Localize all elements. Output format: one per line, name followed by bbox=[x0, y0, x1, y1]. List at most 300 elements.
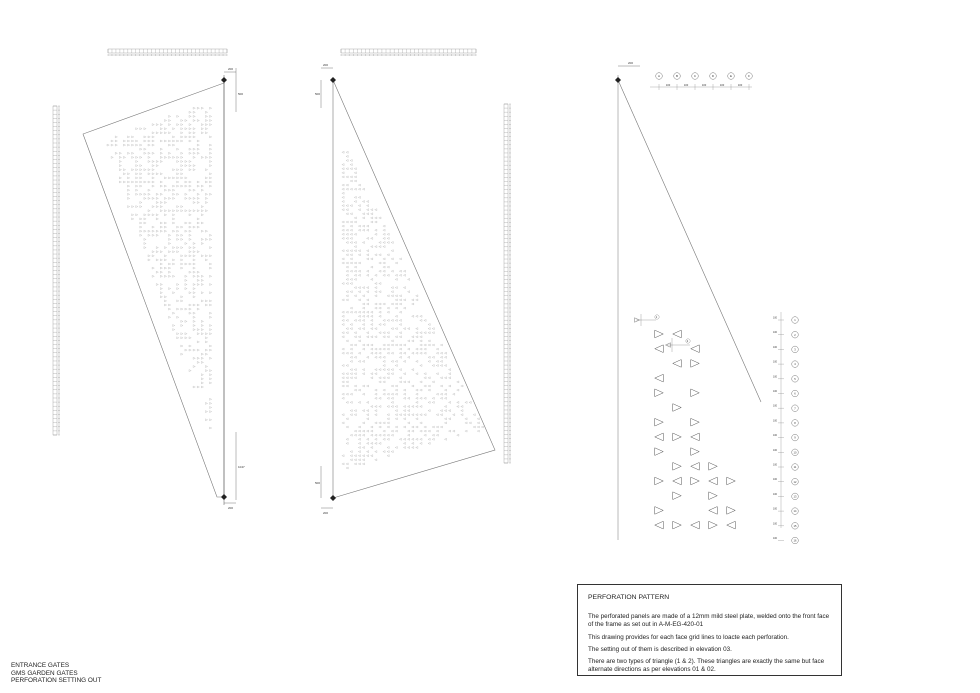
perforation-triangle bbox=[367, 315, 369, 317]
perforation-triangle bbox=[173, 214, 175, 216]
perforation-triangle bbox=[387, 242, 389, 244]
perforation-triangle bbox=[673, 360, 682, 368]
perforation-triangle bbox=[205, 132, 207, 134]
perforation-triangle bbox=[181, 128, 183, 130]
perforation-triangle bbox=[210, 316, 212, 318]
perforation-triangle bbox=[477, 430, 479, 432]
perforation-triangle bbox=[136, 169, 138, 171]
perforation-triangle bbox=[420, 365, 422, 367]
perforation-triangle bbox=[358, 209, 360, 211]
perforation-triangle bbox=[358, 196, 360, 198]
perforation-triangle bbox=[132, 144, 134, 146]
perforation-triangle bbox=[354, 332, 356, 334]
perforation-triangle bbox=[371, 344, 373, 346]
perforation-triangle bbox=[354, 319, 356, 321]
perforation-triangle bbox=[152, 185, 154, 187]
perforation-triangle bbox=[173, 275, 175, 277]
perforation-triangle bbox=[156, 173, 158, 175]
perforation-triangle bbox=[371, 237, 373, 239]
perforation-triangle bbox=[144, 128, 146, 130]
perforation-triangle bbox=[354, 233, 356, 235]
perforation-triangle bbox=[185, 255, 187, 257]
title-line-3: PERFORATION SETTING OUT bbox=[11, 677, 102, 685]
perforation-triangle bbox=[367, 209, 369, 211]
perforation-triangle bbox=[160, 148, 162, 150]
perforation-triangle bbox=[152, 230, 154, 232]
perforation-triangle bbox=[403, 389, 405, 391]
grid-row-label: 11 bbox=[793, 466, 797, 470]
perforations-02 bbox=[342, 151, 484, 469]
perforation-triangle bbox=[354, 242, 356, 244]
perforation-triangle bbox=[123, 144, 125, 146]
perforation-triangle bbox=[173, 177, 175, 179]
perforation-triangle bbox=[416, 295, 418, 297]
perforation-triangle bbox=[342, 233, 344, 235]
perforation-triangle bbox=[201, 124, 203, 126]
perforation-triangle bbox=[412, 340, 414, 342]
perforation-triangle bbox=[346, 319, 348, 321]
note-paragraph-3: The setting out of them is described in elevation 03. bbox=[588, 646, 732, 654]
perforation-triangle bbox=[375, 303, 377, 305]
perforation-triangle bbox=[210, 238, 212, 240]
perforation-triangle bbox=[189, 337, 191, 339]
perforation-triangle bbox=[193, 325, 195, 327]
perforation-triangle bbox=[342, 184, 344, 186]
perforation-triangle bbox=[128, 181, 130, 183]
perforation-triangle bbox=[164, 156, 166, 158]
perforation-triangle bbox=[408, 328, 410, 330]
perforation-triangle bbox=[416, 348, 418, 350]
perforation-triangle bbox=[358, 319, 360, 321]
perforation-triangle bbox=[177, 247, 179, 249]
perforation-triangle bbox=[148, 173, 150, 175]
perforation-triangle bbox=[354, 385, 356, 387]
perforation-triangle bbox=[436, 365, 438, 367]
svg-text:1047: 1047 bbox=[238, 465, 245, 469]
panel-outline-02 bbox=[333, 80, 495, 498]
perforation-triangle bbox=[173, 259, 175, 261]
perforation-triangle bbox=[383, 434, 385, 436]
perforation-triangle bbox=[371, 336, 373, 338]
perforation-triangle bbox=[342, 258, 344, 260]
perforation-triangle bbox=[387, 455, 389, 457]
perforation-triangle bbox=[408, 414, 410, 416]
perforation-triangle bbox=[408, 381, 410, 383]
perforation-triangle bbox=[403, 381, 405, 383]
perforation-triangle bbox=[358, 340, 360, 342]
perforation-triangle bbox=[354, 201, 356, 203]
perforation-triangle bbox=[169, 120, 171, 122]
perforation-triangle bbox=[358, 299, 360, 301]
perforation-triangle bbox=[173, 263, 175, 265]
perforation-triangle bbox=[350, 233, 352, 235]
svg-text:500: 500 bbox=[315, 481, 321, 485]
perforation-triangle bbox=[197, 210, 199, 212]
column-ruler-01 bbox=[108, 49, 227, 56]
perforation-triangle bbox=[371, 434, 373, 436]
perforation-triangle bbox=[169, 263, 171, 265]
perforation-triangle bbox=[136, 206, 138, 208]
perforation-triangle bbox=[197, 357, 199, 359]
perforation-triangle bbox=[156, 124, 158, 126]
perforation-triangle bbox=[371, 430, 373, 432]
perforation-triangle bbox=[399, 295, 401, 297]
perforation-triangle bbox=[201, 361, 203, 363]
perforation-triangle bbox=[358, 250, 360, 252]
perforation-triangle bbox=[201, 353, 203, 355]
perforation-triangle bbox=[205, 181, 207, 183]
perforation-triangle bbox=[177, 251, 179, 253]
perforation-triangle bbox=[465, 401, 467, 403]
perforation-triangle bbox=[444, 352, 446, 354]
perforation-triangle bbox=[416, 406, 418, 408]
perforation-triangle bbox=[354, 414, 356, 416]
perforation-triangle bbox=[193, 316, 195, 318]
perforation-triangle bbox=[132, 169, 134, 171]
perforation-triangle bbox=[432, 332, 434, 334]
perforation-triangle bbox=[655, 433, 664, 441]
perforation-triangle bbox=[177, 169, 179, 171]
perforation-triangle bbox=[189, 292, 191, 294]
perforation-triangle bbox=[185, 320, 187, 322]
perforation-triangle bbox=[440, 360, 442, 362]
perforation-triangle bbox=[375, 246, 377, 248]
perforation-triangle bbox=[197, 349, 199, 351]
perforation-triangle bbox=[189, 169, 191, 171]
perforation-triangle bbox=[428, 328, 430, 330]
perforation-triangle bbox=[160, 230, 162, 232]
perforation-triangle bbox=[403, 438, 405, 440]
perforation-triangle bbox=[444, 397, 446, 399]
perforation-triangle bbox=[473, 426, 475, 428]
perforation-triangle bbox=[383, 332, 385, 334]
perforation-triangle bbox=[346, 262, 348, 264]
perforation-triangle bbox=[160, 128, 162, 130]
perforation-triangle bbox=[346, 188, 348, 190]
perforation-triangle bbox=[395, 360, 397, 362]
perforation-triangle bbox=[379, 426, 381, 428]
grid-column-label: B bbox=[675, 74, 679, 79]
perforation-triangle bbox=[164, 185, 166, 187]
perforation-triangle bbox=[432, 401, 434, 403]
perforation-triangle bbox=[403, 442, 405, 444]
perforation-triangle bbox=[201, 382, 203, 384]
perforation-triangle bbox=[128, 144, 130, 146]
perforation-triangle bbox=[160, 288, 162, 290]
perforation-triangle bbox=[412, 442, 414, 444]
perforation-triangle bbox=[164, 210, 166, 212]
perforation-triangle bbox=[391, 250, 393, 252]
perforation-triangle bbox=[383, 262, 385, 264]
perforation-triangle bbox=[160, 210, 162, 212]
perforation-triangle bbox=[169, 177, 171, 179]
perforation-triangle bbox=[189, 234, 191, 236]
perforation-triangle bbox=[391, 385, 393, 387]
perforation-triangle bbox=[201, 386, 203, 388]
perforation-triangle bbox=[354, 287, 356, 289]
grid-row-label: 2 bbox=[794, 333, 796, 337]
perforation-triangle bbox=[420, 332, 422, 334]
perforation-triangle bbox=[383, 377, 385, 379]
perforation-triangle bbox=[709, 477, 718, 485]
perforation-triangle bbox=[169, 267, 171, 269]
perforation-triangle bbox=[189, 111, 191, 113]
perforation-triangle bbox=[387, 344, 389, 346]
perforation-triangle bbox=[350, 229, 352, 231]
perforation-triangle bbox=[440, 377, 442, 379]
perforation-triangle bbox=[342, 225, 344, 227]
grid-column-label: F bbox=[748, 74, 750, 79]
perforation-triangle bbox=[691, 448, 700, 456]
perforation-triangle bbox=[395, 299, 397, 301]
perforation-triangle bbox=[709, 507, 718, 515]
title-line-1: ENTRANCE GATES bbox=[11, 662, 70, 669]
perforation-triangle bbox=[383, 324, 385, 326]
svg-text:2: 2 bbox=[686, 340, 689, 344]
perforation-triangle bbox=[115, 152, 117, 154]
perforation-triangle bbox=[387, 397, 389, 399]
perforation-triangle bbox=[144, 222, 146, 224]
grid-spacing-label: 100 bbox=[773, 448, 777, 452]
perforation-triangle bbox=[383, 369, 385, 371]
perforation-triangle bbox=[350, 242, 352, 244]
perforation-triangle bbox=[477, 422, 479, 424]
perforation-triangle bbox=[412, 369, 414, 371]
perforation-triangle bbox=[358, 434, 360, 436]
perforation-triangle bbox=[436, 430, 438, 432]
perforation-triangle bbox=[181, 140, 183, 142]
note-paragraph-2: This drawing provides for each face grid lines to loacte each perforation. bbox=[588, 633, 789, 641]
perforation-triangle bbox=[173, 312, 175, 314]
perforation-triangle bbox=[387, 451, 389, 453]
perforation-triangle bbox=[177, 238, 179, 240]
perforation-triangle bbox=[210, 284, 212, 286]
perforation-triangle bbox=[201, 357, 203, 359]
dimension-top-01 bbox=[221, 67, 243, 112]
perforation-triangle bbox=[673, 521, 682, 529]
perforation-triangle bbox=[201, 185, 203, 187]
perforation-triangle bbox=[152, 169, 154, 171]
grid-row-label: 9 bbox=[794, 436, 796, 440]
perforation-triangle bbox=[387, 348, 389, 350]
perforation-triangle bbox=[408, 447, 410, 449]
perforation-triangle bbox=[205, 193, 207, 195]
perforation-triangle bbox=[169, 140, 171, 142]
perforation-triangle bbox=[428, 377, 430, 379]
perforation-triangle bbox=[354, 410, 356, 412]
grid-spacing-label: 100 bbox=[773, 522, 777, 526]
perforation-triangle bbox=[160, 292, 162, 294]
perforation-triangle bbox=[395, 389, 397, 391]
perforation-triangle bbox=[379, 348, 381, 350]
perforation-triangle bbox=[371, 324, 373, 326]
svg-text:200: 200 bbox=[228, 506, 234, 510]
perforation-triangle bbox=[156, 251, 158, 253]
title-line-2: GMS GARDEN GATES bbox=[11, 669, 78, 677]
perforation-triangle bbox=[350, 373, 352, 375]
perforation-triangle bbox=[173, 193, 175, 195]
perforation-triangle bbox=[449, 430, 451, 432]
perforation-triangle bbox=[375, 397, 377, 399]
perforation-triangle bbox=[367, 332, 369, 334]
perforation-triangle bbox=[449, 377, 451, 379]
perforation-triangle bbox=[412, 385, 414, 387]
perforation-triangle bbox=[181, 345, 183, 347]
perforation-triangle bbox=[148, 189, 150, 191]
perforation-triangle bbox=[403, 418, 405, 420]
perforation-triangle bbox=[727, 507, 736, 515]
perforation-triangle bbox=[367, 401, 369, 403]
svg-text:200: 200 bbox=[323, 511, 329, 515]
perforation-triangle bbox=[395, 303, 397, 305]
perforation-triangle bbox=[148, 136, 150, 138]
perforation-triangle bbox=[367, 287, 369, 289]
perforation-triangle bbox=[371, 221, 373, 223]
grid-row-label: 14 bbox=[793, 510, 797, 514]
perforation-triangle bbox=[379, 254, 381, 256]
perforation-triangle bbox=[444, 438, 446, 440]
perforation-triangle bbox=[193, 292, 195, 294]
perforation-triangle bbox=[197, 226, 199, 228]
perforation-triangle bbox=[205, 341, 207, 343]
perforation-triangle bbox=[189, 226, 191, 228]
perforation-triangle bbox=[358, 430, 360, 432]
perforation-triangle bbox=[367, 258, 369, 260]
perforation-triangle bbox=[362, 463, 364, 465]
perforation-triangle bbox=[156, 161, 158, 163]
perforation-triangle bbox=[367, 430, 369, 432]
perforation-triangle bbox=[177, 234, 179, 236]
perforation-triangle bbox=[354, 176, 356, 178]
perforation-triangle bbox=[185, 308, 187, 310]
perforation-triangle bbox=[193, 329, 195, 331]
perforation-triangle bbox=[379, 406, 381, 408]
perforation-triangle bbox=[399, 369, 401, 371]
perforation-triangle bbox=[403, 299, 405, 301]
perforation-triangle bbox=[387, 233, 389, 235]
perforation-triangle bbox=[173, 140, 175, 142]
perforation-triangle bbox=[342, 315, 344, 317]
perforation-triangle bbox=[346, 463, 348, 465]
grid-spacing-label: 100 bbox=[773, 375, 777, 379]
perforation-triangle bbox=[367, 442, 369, 444]
perforation-triangle bbox=[210, 165, 212, 167]
perforation-triangle bbox=[379, 283, 381, 285]
grid-spacing-label: 100 bbox=[773, 507, 777, 511]
perforation-triangle bbox=[399, 344, 401, 346]
perforation-triangle bbox=[210, 349, 212, 351]
perforation-triangle bbox=[210, 124, 212, 126]
perforation-triangle bbox=[136, 181, 138, 183]
panel-outline-01 bbox=[83, 83, 224, 497]
perforation-triangle bbox=[115, 144, 117, 146]
perforation-triangle bbox=[181, 238, 183, 240]
perforation-triangle bbox=[164, 177, 166, 179]
perforation-triangle bbox=[201, 275, 203, 277]
perforation-triangle bbox=[395, 278, 397, 280]
perforation-triangle bbox=[403, 410, 405, 412]
perforation-triangle bbox=[185, 210, 187, 212]
perforation-triangle bbox=[367, 336, 369, 338]
perforation-triangle bbox=[424, 344, 426, 346]
perforation-triangle bbox=[164, 189, 166, 191]
perforation-triangle bbox=[399, 377, 401, 379]
perforation-triangle bbox=[160, 156, 162, 158]
perforation-triangle bbox=[371, 209, 373, 211]
perforations-01 bbox=[107, 107, 212, 429]
perforation-triangle bbox=[416, 332, 418, 334]
perforation-triangle bbox=[210, 234, 212, 236]
grid-column-heads bbox=[650, 73, 752, 90]
perforation-triangle bbox=[193, 132, 195, 134]
perforation-triangle bbox=[350, 291, 352, 293]
perforation-triangle bbox=[173, 222, 175, 224]
perforation-triangle bbox=[428, 430, 430, 432]
perforation-triangle bbox=[375, 352, 377, 354]
perforation-triangle bbox=[391, 401, 393, 403]
perforation-triangle bbox=[436, 393, 438, 395]
perforation-triangle bbox=[173, 210, 175, 212]
grid-row-label: 4 bbox=[794, 363, 796, 367]
perforation-triangle bbox=[399, 270, 401, 272]
perforation-triangle bbox=[362, 434, 364, 436]
perforation-triangle bbox=[428, 340, 430, 342]
perforation-triangle bbox=[412, 352, 414, 354]
perforation-triangle bbox=[164, 255, 166, 257]
perforation-triangle bbox=[164, 214, 166, 216]
perforation-triangle bbox=[342, 463, 344, 465]
perforation-triangle bbox=[354, 463, 356, 465]
perforation-triangle bbox=[205, 156, 207, 158]
perforation-triangle bbox=[412, 447, 414, 449]
perforation-triangle bbox=[346, 242, 348, 244]
perforation-triangle bbox=[416, 447, 418, 449]
perforation-triangle bbox=[383, 422, 385, 424]
perforation-triangle bbox=[379, 242, 381, 244]
perforation-triangle bbox=[193, 255, 195, 257]
perforation-triangle bbox=[416, 360, 418, 362]
perforation-triangle bbox=[205, 419, 207, 421]
perforation-triangle bbox=[375, 459, 377, 461]
perforation-triangle bbox=[342, 381, 344, 383]
perforation-triangle bbox=[181, 136, 183, 138]
perforation-notes bbox=[577, 584, 842, 676]
perforation-triangle bbox=[371, 455, 373, 457]
perforation-triangle bbox=[346, 160, 348, 162]
perforation-triangle bbox=[391, 369, 393, 371]
perforation-triangle bbox=[465, 422, 467, 424]
perforation-triangle bbox=[375, 451, 377, 453]
dimension-bottom-01 bbox=[221, 432, 245, 510]
perforation-triangle bbox=[375, 410, 377, 412]
perforation-triangle bbox=[148, 214, 150, 216]
perforation-triangle bbox=[424, 348, 426, 350]
perforation-triangle bbox=[115, 136, 117, 138]
perforation-triangle bbox=[156, 234, 158, 236]
perforation-triangle bbox=[354, 459, 356, 461]
perforation-triangle bbox=[123, 156, 125, 158]
perforation-triangle bbox=[201, 132, 203, 134]
perforation-triangle bbox=[416, 299, 418, 301]
perforation-triangle bbox=[197, 185, 199, 187]
perforation-triangle bbox=[342, 221, 344, 223]
perforation-triangle bbox=[189, 189, 191, 191]
perforation-triangle bbox=[210, 300, 212, 302]
perforation-triangle bbox=[354, 172, 356, 174]
perforation-triangle bbox=[193, 271, 195, 273]
perforation-triangle bbox=[371, 426, 373, 428]
notes-heading: PERFORATION PATTERN bbox=[588, 594, 670, 601]
